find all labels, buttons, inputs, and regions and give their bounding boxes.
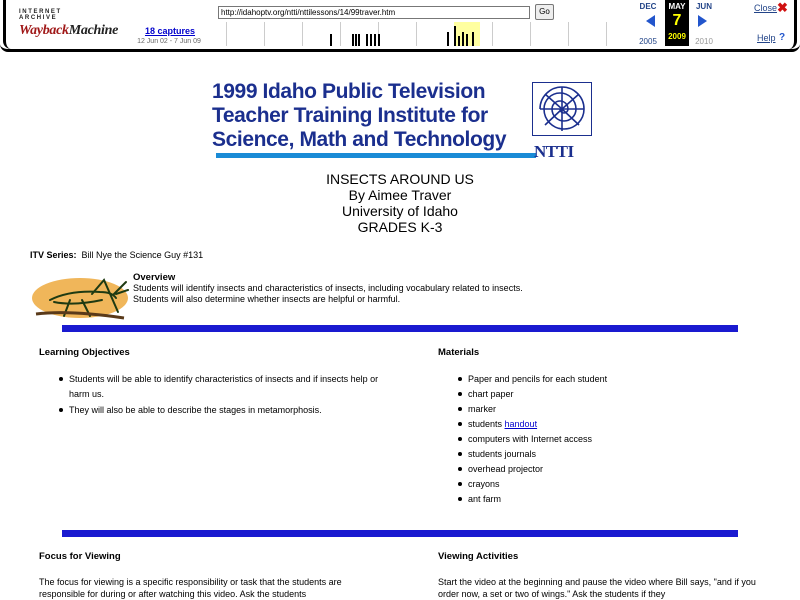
- materials-list: [438, 372, 758, 506]
- banner-underline: [216, 153, 536, 158]
- current-month: MAY: [668, 2, 686, 11]
- ntti-banner: [212, 80, 592, 162]
- materials-section: [438, 346, 758, 507]
- wayback-logo-top: INTERNET ARCHIVE: [19, 9, 62, 21]
- list-item: computers with Internet access: [438, 432, 758, 446]
- section-divider: [62, 325, 738, 332]
- list-item: ant farm: [438, 492, 758, 506]
- handout-link[interactable]: handout: [504, 419, 538, 429]
- list-item: Paper and pencils for each student: [438, 372, 758, 386]
- ntti-logo-text: NTTI: [534, 142, 574, 161]
- right-triangle-icon[interactable]: [698, 15, 707, 27]
- section-divider: [62, 530, 738, 537]
- nautilus-shell-icon: [532, 82, 592, 136]
- banner-line-2: Teacher Training Institute for: [212, 104, 488, 127]
- current-year: 2009: [668, 32, 686, 41]
- sparkline-year-divider: [568, 22, 569, 46]
- viewing-activities-section: [438, 550, 758, 600]
- close-link[interactable]: Close: [754, 3, 778, 13]
- lesson-title: INSECTS AROUND US: [326, 171, 474, 187]
- sparkline-year-divider: [530, 22, 531, 46]
- sparkline-capture-bar: [358, 34, 360, 46]
- overview-section: [133, 272, 733, 305]
- sparkline-capture-bar: [378, 34, 380, 46]
- overview-text-2: Students will also determine whether insects are helpful or harmful.: [133, 294, 401, 304]
- sparkline-year-divider: [340, 22, 341, 46]
- lesson-grades: GRADES K-3: [357, 219, 443, 235]
- overview-title: Overview: [133, 272, 176, 283]
- list-item: [438, 417, 758, 431]
- focus-text: The focus for viewing is a specific responsibility or task that the students are responsible for during or after watching this video. Ask the students: [39, 577, 342, 599]
- sparkline-capture-bar: [352, 34, 354, 46]
- sparkline-capture-bar: [447, 32, 449, 46]
- captures-date-range: 12 Jun 02 - 7 Jun 09: [137, 38, 201, 45]
- sparkline-capture-bar: [454, 26, 456, 46]
- grasshopper-icon: [30, 272, 130, 322]
- left-triangle-icon[interactable]: [646, 15, 655, 27]
- list-item: overhead projector: [438, 462, 758, 476]
- next-year-label: 2010: [695, 37, 713, 46]
- wayback-logo-main: [19, 23, 118, 39]
- sparkline-capture-bar: [462, 32, 464, 46]
- itv-series: [30, 250, 203, 260]
- capture-sparkline[interactable]: [212, 22, 634, 46]
- sparkline-capture-bar: [355, 34, 357, 46]
- sparkline-year-divider: [606, 22, 607, 46]
- sparkline-year-divider: [226, 22, 227, 46]
- next-month-label[interactable]: JUN: [695, 2, 712, 11]
- itv-series-label: ITV Series:: [30, 250, 77, 260]
- focus-for-viewing-section: [39, 550, 369, 600]
- list-item: They will also be able to describe the stages in metamorphosis.: [39, 403, 379, 418]
- current-day: 7: [672, 12, 682, 29]
- wayback-logo-word-b: Machine: [68, 23, 118, 38]
- focus-title: Focus for Viewing: [39, 551, 121, 562]
- banner-line-3: Science, Math and Technology: [212, 128, 507, 151]
- list-item: Students will be able to identify characteristics of insects and if insects help or harm us.: [39, 372, 379, 402]
- question-icon[interactable]: ?: [779, 32, 786, 43]
- sparkline-year-divider: [416, 22, 417, 46]
- sparkline-capture-bar: [370, 34, 372, 46]
- list-item: marker: [438, 402, 758, 416]
- wayback-logo[interactable]: [19, 9, 118, 39]
- learning-objectives-title: Learning Objectives: [39, 347, 130, 358]
- list-item: students journals: [438, 447, 758, 461]
- sparkline-capture-bar: [472, 32, 474, 46]
- handout-prefix: students: [468, 419, 505, 429]
- close-x-icon[interactable]: ✖: [777, 0, 788, 15]
- wayback-logo-word-a: Wayback: [19, 23, 69, 38]
- overview-text-1: Students will identify insects and characteristics of insects, including vocabulary related to insects.: [133, 283, 523, 293]
- list-item: crayons: [438, 477, 758, 491]
- sparkline-capture-bar: [366, 34, 368, 46]
- lesson-affiliation: University of Idaho: [342, 203, 458, 219]
- viewing-title: Viewing Activities: [438, 551, 519, 562]
- materials-title: Materials: [438, 347, 480, 358]
- sparkline-capture-bar: [330, 34, 332, 46]
- prev-month-label[interactable]: DEC: [639, 2, 657, 11]
- viewing-text: Start the video at the beginning and pause the video where Bill says, "and if you order now, a set or two of wings." Ask the students if they: [438, 577, 756, 599]
- sparkline-capture-bar: [458, 36, 460, 46]
- sparkline-year-divider: [302, 22, 303, 46]
- sparkline-year-divider: [492, 22, 493, 46]
- captures-link[interactable]: 18 captures: [144, 26, 196, 36]
- wayback-toolbar: [0, 0, 800, 52]
- prev-year-label[interactable]: 2005: [639, 37, 657, 46]
- sparkline-capture-bar: [374, 34, 376, 46]
- current-capture-date: [665, 0, 689, 46]
- sparkline-year-divider: [264, 22, 265, 46]
- sparkline-capture-bar: [466, 34, 468, 46]
- wayback-url-input[interactable]: http://idahoptv.org/ntti/nttilessons/14/99traver.htm: [218, 6, 530, 19]
- wayback-go-button[interactable]: Go: [535, 4, 554, 20]
- list-item: chart paper: [438, 387, 758, 401]
- learning-objectives-list: [39, 372, 379, 418]
- lesson-author: By Aimee Traver: [348, 187, 452, 203]
- itv-series-value: Bill Nye the Science Guy #131: [81, 250, 204, 260]
- help-link[interactable]: Help: [757, 33, 776, 43]
- lesson-heading: [240, 171, 560, 235]
- banner-line-1: 1999 Idaho Public Television: [212, 80, 486, 103]
- learning-objectives-section: [39, 346, 379, 419]
